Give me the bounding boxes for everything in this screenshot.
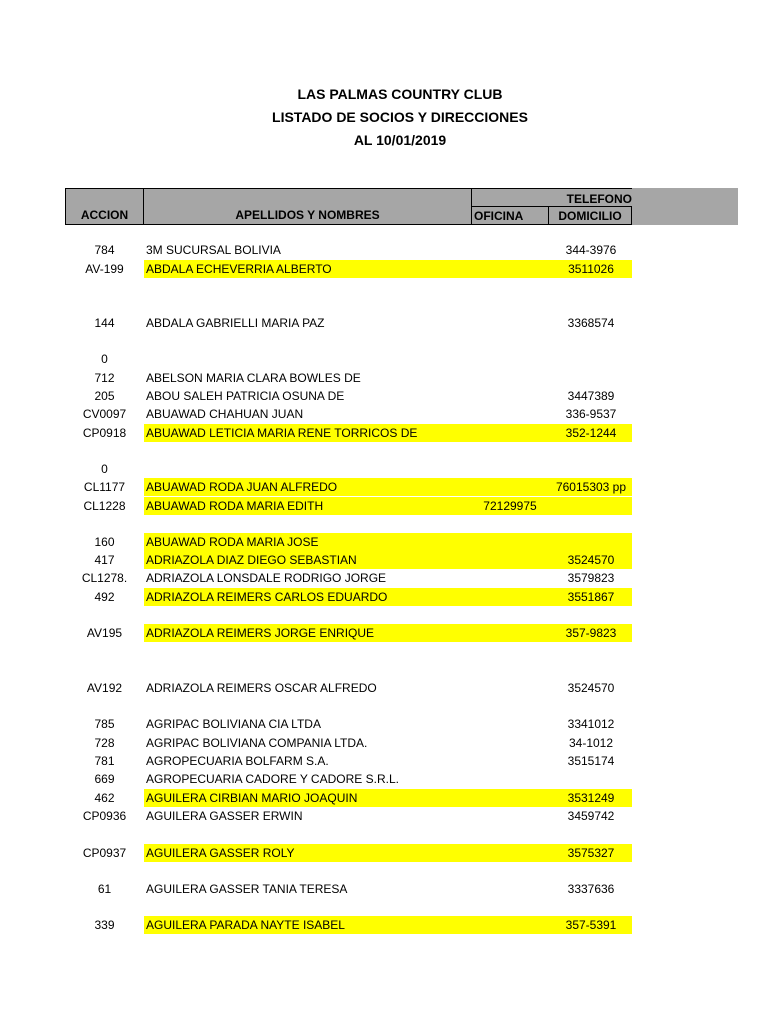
row-domicilio: 3524570 (567, 553, 615, 567)
table-row (0, 880, 768, 898)
column-header-domicilio: DOMICILIO (549, 206, 632, 225)
row-nombre: ADRIAZOLA REIMERS CARLOS EDUARDO (146, 590, 388, 604)
row-nombre: ABUAWAD LETICIA MARIA RENE TORRICOS DE (146, 426, 418, 440)
row-domicilio: 357-5391 (565, 918, 617, 932)
row-accion: 492 (94, 590, 115, 604)
row-nombre: AGUILERA CIRBIAN MARIO JOAQUIN (146, 791, 358, 805)
row-nombre: AGRIPAC BOLIVIANA COMPANIA LTDA. (146, 736, 368, 750)
row-accion: 781 (94, 754, 115, 768)
table-row (0, 916, 768, 934)
table-row (0, 752, 768, 770)
row-accion: 784 (94, 243, 115, 257)
row-nombre: ADRIAZOLA LONSDALE RODRIGO JORGE (146, 571, 387, 585)
row-domicilio: 3551867 (567, 590, 615, 604)
row-accion: 728 (94, 736, 115, 750)
row-nombre: ABUAWAD RODA MARIA JOSE (146, 535, 319, 549)
row-accion: CV0097 (82, 407, 127, 421)
table-row (0, 350, 768, 368)
row-nombre: ABELSON MARIA CLARA BOWLES DE (146, 371, 361, 385)
row-accion: CL1228 (83, 499, 126, 513)
table-row (0, 478, 768, 496)
row-accion: CP0936 (82, 809, 127, 823)
table-row (0, 588, 768, 606)
table-row (0, 314, 768, 332)
row-domicilio: 3368574 (567, 316, 615, 330)
row-nombre: ADRIAZOLA REIMERS JORGE ENRIQUE (146, 626, 375, 640)
row-accion: 205 (94, 389, 115, 403)
table-row (0, 460, 768, 478)
row-domicilio: 3579823 (567, 571, 615, 585)
column-header-oficina: OFICINA (472, 206, 549, 225)
row-accion: AV-199 (85, 262, 124, 276)
row-nombre: ABOU SALEH PATRICIA OSUNA DE (146, 389, 345, 403)
table-row (0, 844, 768, 862)
row-accion: 0 (101, 462, 108, 476)
row-domicilio: 3524570 (567, 681, 615, 695)
row-accion: 144 (94, 316, 115, 330)
row-nombre: 3M SUCURSAL BOLIVIA (146, 243, 281, 257)
table-row (0, 807, 768, 825)
row-accion: 462 (94, 791, 115, 805)
row-domicilio: 352-1244 (565, 426, 617, 440)
row-domicilio: 336-9537 (565, 407, 617, 421)
table-row (0, 533, 768, 551)
table-row (0, 497, 768, 515)
row-accion: 61 (97, 882, 112, 896)
table-row (0, 679, 768, 697)
table-row (0, 715, 768, 733)
row-accion: AV192 (86, 681, 123, 695)
row-domicilio: 3337636 (567, 882, 615, 896)
row-domicilio: 34-1012 (568, 736, 614, 750)
row-nombre: ABUAWAD RODA MARIA EDITH (146, 499, 324, 513)
row-accion: 785 (94, 717, 115, 731)
document-title: LAS PALMAS COUNTRY CLUB (297, 86, 503, 102)
row-domicilio: 3515174 (567, 754, 615, 768)
row-accion: CL1177 (83, 480, 126, 494)
row-nombre: ABDALA GABRIELLI MARIA PAZ (146, 316, 325, 330)
table-row (0, 369, 768, 387)
row-nombre: ABUAWAD RODA JUAN ALFREDO (146, 480, 338, 494)
row-nombre: AGROPECUARIA BOLFARM S.A. (146, 754, 329, 768)
row-nombre: AGROPECUARIA CADORE Y CADORE S.R.L. (146, 772, 399, 786)
document-subtitle: LISTADO DE SOCIOS Y DIRECCIONES (272, 109, 528, 125)
table-row (0, 260, 768, 278)
row-domicilio: 344-3976 (565, 243, 617, 257)
row-oficina: 72129975 (483, 499, 537, 513)
row-nombre: AGUILERA PARADA NAYTE ISABEL (146, 918, 345, 932)
row-domicilio: 3575327 (567, 846, 615, 860)
row-accion: 669 (94, 772, 115, 786)
row-domicilio: 3341012 (567, 717, 615, 731)
table-row (0, 241, 768, 259)
document-date: AL 10/01/2019 (353, 132, 447, 148)
row-accion: 160 (94, 535, 115, 549)
row-accion: 0 (101, 352, 108, 366)
row-nombre: ADRIAZOLA REIMERS OSCAR ALFREDO (146, 681, 377, 695)
table-row (0, 569, 768, 587)
row-accion: CL1278. (81, 571, 128, 585)
table-row (0, 424, 768, 442)
row-accion: AV195 (86, 626, 123, 640)
row-accion: 339 (94, 918, 115, 932)
table-row (0, 387, 768, 405)
table-row (0, 789, 768, 807)
row-domicilio: 3531249 (567, 791, 615, 805)
table-row (0, 624, 768, 642)
row-domicilio: 76015303 pp (555, 480, 627, 494)
row-accion: 417 (94, 553, 115, 567)
table-row (0, 734, 768, 752)
row-domicilio: 357-9823 (565, 626, 617, 640)
row-domicilio: 3447389 (567, 389, 615, 403)
column-header-accion: ACCION (65, 188, 144, 225)
row-nombre: ABUAWAD CHAHUAN JUAN (146, 407, 304, 421)
row-domicilio: 3511026 (568, 262, 614, 276)
row-nombre: AGRIPAC BOLIVIANA CIA LTDA (146, 717, 321, 731)
row-accion: CP0937 (82, 846, 127, 860)
table-header (65, 188, 738, 225)
table-row (0, 405, 768, 423)
table-row (0, 551, 768, 569)
row-accion: CP0918 (82, 426, 127, 440)
row-nombre: AGUILERA GASSER ERWIN (146, 809, 303, 823)
row-domicilio: 3459742 (567, 809, 615, 823)
column-header-telefono: TELEFONO (472, 188, 632, 206)
table-row (0, 770, 768, 788)
row-nombre: AGUILERA GASSER ROLY (146, 846, 295, 860)
row-accion: 712 (94, 371, 115, 385)
row-nombre: ADRIAZOLA DIAZ DIEGO SEBASTIAN (146, 553, 357, 567)
row-nombre: AGUILERA GASSER TANIA TERESA (146, 882, 348, 896)
column-header-nombres: APELLIDOS Y NOMBRES (144, 188, 472, 225)
row-nombre: ABDALA ECHEVERRIA ALBERTO (146, 262, 332, 276)
